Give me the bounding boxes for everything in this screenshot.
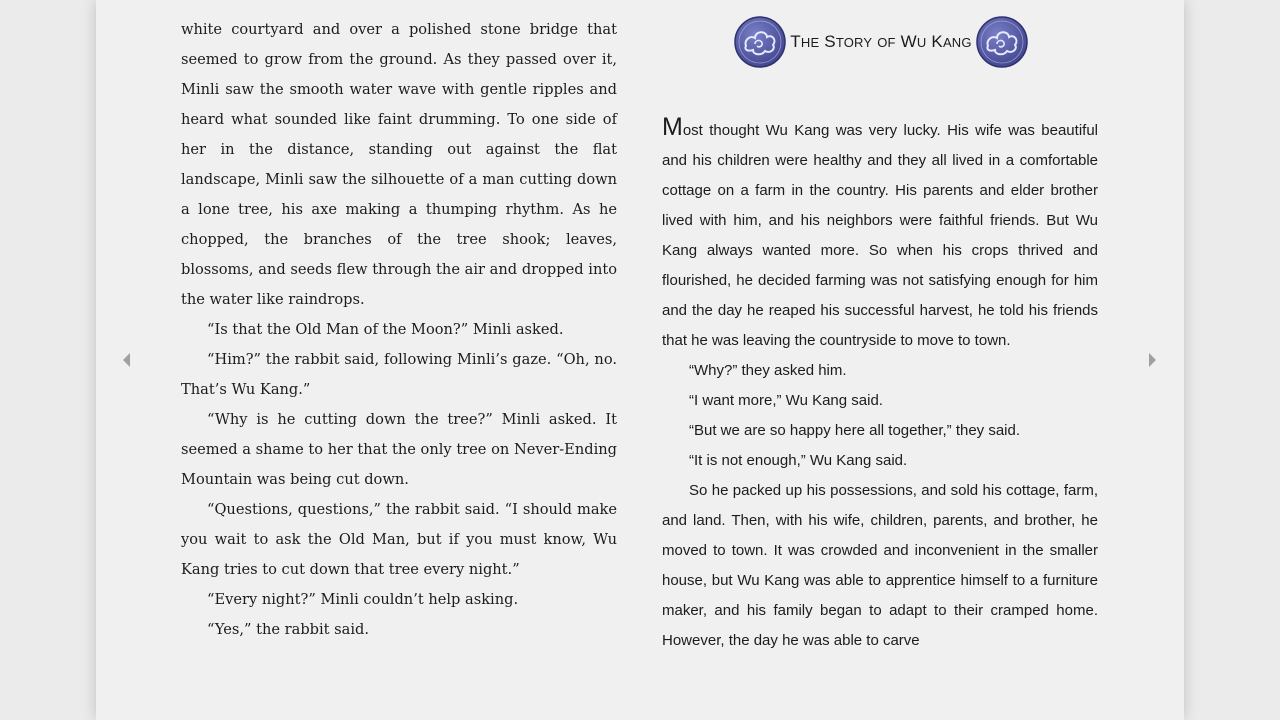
cloud-ornament-icon [975, 15, 1029, 69]
right-paragraph: “I want more,” Wu Kang said. [689, 392, 883, 409]
left-paragraph: “Is that the Old Man of the Moon?” Minli asked. [207, 321, 564, 338]
right-paragraph: “Why?” they asked him. [689, 362, 847, 379]
left-paragraph: “Him?” the rabbit said, following Minli’s gaze. “Oh, no. That’s Wu Kang.” [181, 351, 617, 398]
left-paragraph: “Questions, questions,” the rabbit said. “I should make you wait to ask the Old Man, but if you must know, Wu Kang tries to cut down that tree every night.” [181, 501, 617, 578]
right-gutter [1184, 0, 1280, 720]
left-page [181, 15, 617, 645]
next-page-arrow-icon[interactable] [1145, 351, 1159, 369]
cloud-ornament-icon [733, 15, 787, 69]
right-paragraph: “But we are so happy here all together,” they said. [689, 422, 1021, 439]
right-paragraph: So he packed up his possessions, and sold his cottage, farm, and land. Then, with his wife, children, parents, and brother, he moved to town. It was crowded and inconvenient in the smaller house, but Wu Kang was able to apprentice himself to a furniture maker, and his family began to adapt to their cramped home. However, the day he was able to carve [662, 482, 1098, 649]
title-word: THE [790, 32, 820, 51]
previous-page-arrow-icon[interactable] [120, 351, 134, 369]
left-paragraph: white courtyard and over a polished stone bridge that seemed to grow from the ground. As they passed over it, Minli saw the smooth water wave with gentle ripples and heard what sounded like faint drumming. To one side of her in the distance, standing out against the flat landscape, Minli saw the silhouette of a man cutting down a lone tree, his axe making a thumping rhythm. As he chopped, the branches of the tree shook; leaves, blossoms, and seeds flew through the air and dropped into the water like raindrops. [181, 21, 617, 308]
left-paragraph: “Every night?” Minli couldn’t help asking. [207, 591, 519, 608]
drop-cap: M [662, 113, 683, 141]
title-word: KANG [931, 32, 972, 51]
left-paragraph: “Yes,” the rabbit said. [207, 621, 370, 638]
right-paragraph: Most thought Wu Kang was very lucky. His wife was beautiful and his children were healthy and they all lived in a comfortable cottage on a farm in the country. His parents and elder brother lived with him, and his neighbors were faithful friends. But Wu Kang always wanted more. So when his crops thrived and flourished, he decided farming was not satisfying enough for him and the day he reaped his successful harvest, he told his friends that he was leaving the countryside to move to town. [662, 113, 1098, 349]
title-word: WU [900, 32, 927, 51]
title-word: OF [877, 35, 896, 50]
left-paragraph: “Why is he cutting down the tree?” Minli asked. It seemed a shame to her that the only tree on Never-Ending Mountain was being cut down. [181, 411, 617, 488]
chapter-header [733, 14, 1029, 70]
right-page [662, 113, 1098, 656]
title-word: STORY [824, 32, 873, 51]
right-paragraph: “It is not enough,” Wu Kang said. [689, 452, 908, 469]
chapter-title [790, 32, 971, 52]
left-gutter [0, 0, 96, 720]
